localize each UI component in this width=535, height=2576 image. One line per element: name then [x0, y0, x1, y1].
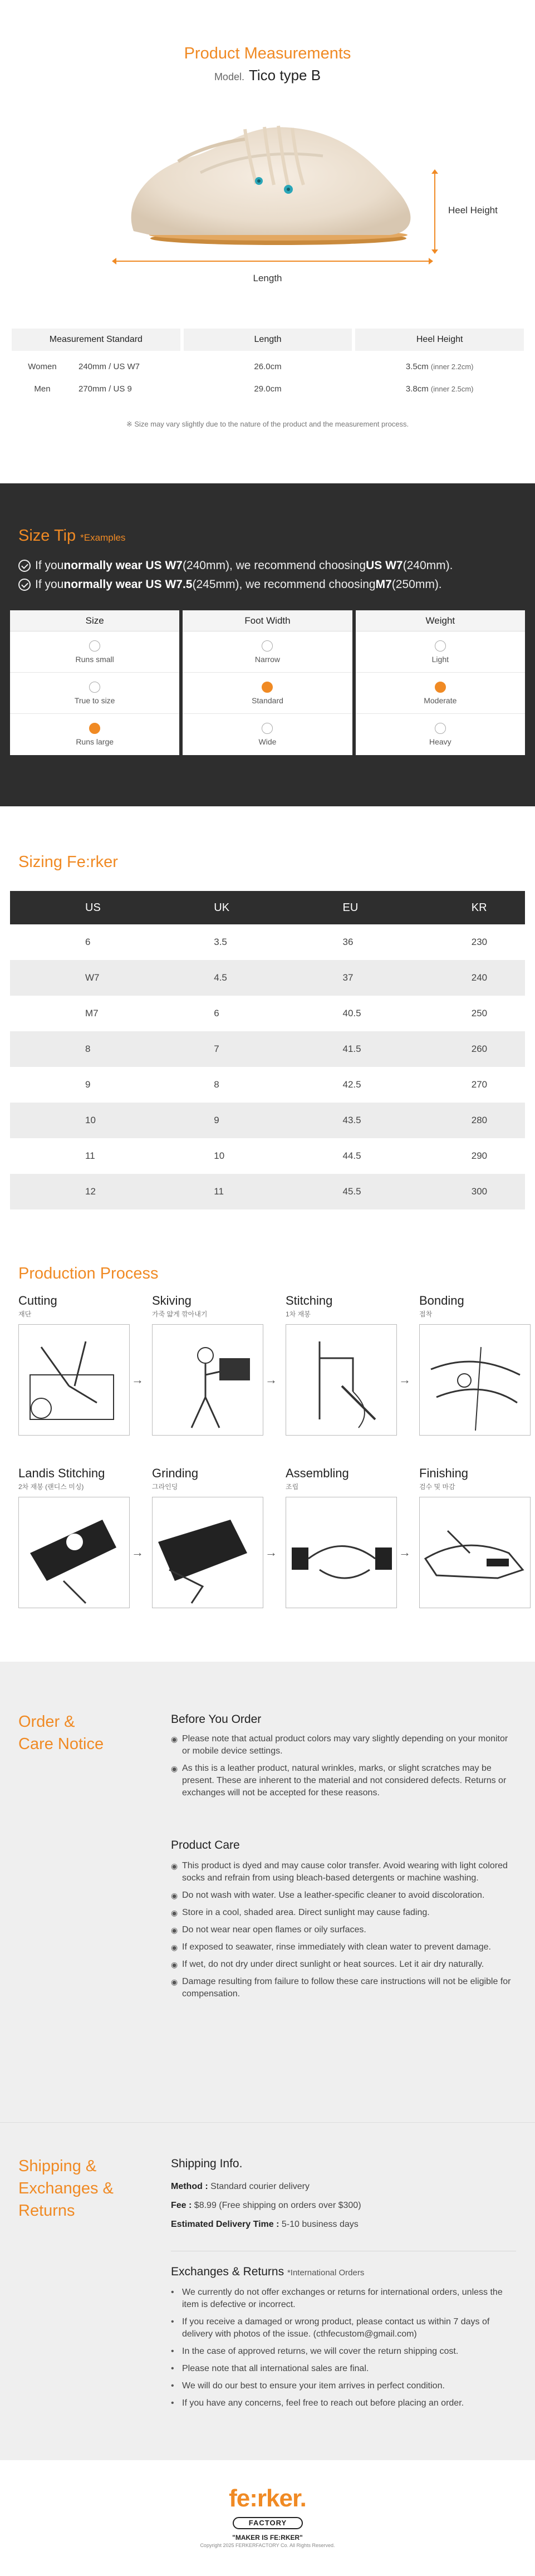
arrow-right-icon: → [131, 1545, 144, 1559]
radio-icon [89, 640, 100, 652]
table-row: 12 11 45.5 300 [10, 1174, 525, 1209]
finishing-illustration [419, 1497, 531, 1608]
check-circle-icon: ◉ [171, 1764, 178, 1773]
grinding-illustration [152, 1497, 263, 1608]
fit-option-selected: Moderate [356, 673, 525, 714]
measurement-table-header [12, 329, 524, 351]
check-circle-icon: ◉ [171, 1908, 178, 1917]
check-circle-icon: ◉ [171, 1926, 178, 1935]
size-tip-note: *Examples [80, 532, 126, 543]
fit-column-width [183, 610, 352, 755]
arrow-right-icon: → [265, 1545, 277, 1559]
row-heel-inner: (inner 2.5cm) [430, 384, 474, 393]
radio-icon [262, 723, 273, 734]
header-heel-height: Heel Height [416, 335, 463, 344]
step-name: Cutting [18, 1294, 57, 1307]
step-name: Bonding [419, 1294, 464, 1307]
step-name: Assembling [286, 1466, 349, 1480]
bonding-illustration [419, 1324, 531, 1436]
check-circle-icon [18, 579, 31, 591]
fit-option: True to size [10, 673, 179, 714]
size-tip-line-2: If you normally wear US W7.5 (245mm), we recommend choosing M7 (250mm). [18, 578, 442, 591]
list-item: ◉ If wet, do not dry under direct sunlight or heat sources. Let it air dry naturally. [171, 1958, 516, 1971]
fit-option: Runs small [10, 631, 179, 673]
fit-option: Light [356, 631, 525, 673]
step-name: Landis Stitching [18, 1466, 105, 1480]
step-grinding [152, 1466, 263, 1608]
list-item: ◉ Damage resulting from failure to follow these care instructions will not be eligible for compensation. [171, 1976, 516, 2000]
footer [0, 2460, 535, 2576]
shipping-info-title: Shipping Info. [171, 2157, 243, 2170]
step-name: Stitching [286, 1294, 333, 1307]
size-tip-title-text: Size Tip [18, 527, 76, 545]
arrow-right-icon: → [399, 1373, 411, 1387]
fit-option: Heavy [356, 714, 525, 755]
order-care-title: Order & Care Notice [18, 1713, 104, 1753]
step-finishing [419, 1466, 531, 1608]
length-label: Length [253, 273, 282, 283]
table-row: 11 10 44.5 290 [85, 1150, 488, 1161]
production-section [0, 1249, 535, 1662]
row-length: 29.0cm [254, 384, 282, 394]
fit-column-header: Foot Width [183, 610, 352, 631]
list-item: • We currently do not offer exchanges or returns for international orders, unless the item is defective or incorrect. [171, 2288, 503, 2309]
list-item: ◉ Please note that actual product colors may vary slightly depending on your monitor or mobile device settings. [171, 1733, 516, 1757]
header-length: Length [254, 335, 282, 344]
measurement-row-men [12, 378, 524, 400]
check-circle-icon: ◉ [171, 1862, 178, 1870]
table-row: 6 3.5 36 230 [85, 937, 488, 947]
model-label: Model. [214, 71, 244, 82]
fit-rating-grid [10, 610, 525, 755]
list-item: • In the case of approved returns, we will cover the return shipping cost. [171, 2347, 459, 2356]
radio-selected-icon [262, 682, 273, 693]
check-circle-icon: ◉ [171, 1977, 178, 1986]
header-us: US [85, 901, 101, 914]
model-name: Tico type B [248, 67, 321, 84]
sizing-title: Sizing Fe:rker [18, 853, 118, 871]
table-row: 10 9 43.5 280 [10, 1103, 525, 1138]
stitching-illustration [286, 1324, 397, 1436]
step-stitching [286, 1294, 397, 1436]
step-name: Finishing [419, 1466, 469, 1480]
measurement-table [12, 329, 524, 400]
fit-option-selected: Runs large [10, 714, 179, 755]
product-care-list [171, 1860, 516, 2005]
header-standard: Measurement Standard [49, 335, 143, 344]
row-size: 270mm / US 9 [78, 384, 132, 394]
header-uk: UK [214, 901, 230, 914]
skiving-illustration [152, 1324, 263, 1436]
heel-height-dimension [434, 173, 435, 251]
shipping-fee: Fee : $8.99 (Free shipping on orders over $300) [171, 2201, 361, 2210]
list-item: ◉ Do not wash with water. Use a leather-specific cleaner to avoid discoloration. [171, 1889, 516, 1902]
measurement-row-women [12, 355, 524, 378]
radio-selected-icon [89, 723, 100, 734]
step-korean: 2차 재봉 (랜디스 미싱) [18, 1483, 84, 1491]
radio-selected-icon [435, 682, 446, 693]
brand-logo: fe:rker. [229, 2485, 306, 2512]
step-korean: 접착 [419, 1310, 433, 1318]
row-length: 26.0cm [254, 361, 282, 371]
product-care-title: Product Care [171, 1839, 240, 1852]
step-korean: 가죽 얇게 깎아내기 [152, 1310, 208, 1318]
fit-column-size [10, 610, 179, 755]
list-item: • We will do our best to ensure your item arrives in perfect condition. [171, 2381, 445, 2391]
exchanges-note: *International Orders [287, 2268, 365, 2278]
shoe-illustration [111, 89, 434, 251]
radio-icon [435, 723, 446, 734]
check-circle-icon: ◉ [171, 1735, 178, 1744]
arrow-right-icon: → [131, 1373, 144, 1387]
size-tip-section [0, 483, 535, 806]
shipping-delivery-time: Estimated Delivery Time : 5-10 business days [171, 2220, 359, 2229]
row-heel: 3.8cm [405, 384, 429, 394]
production-title: Production Process [18, 1265, 159, 1282]
size-tip-title [18, 527, 125, 545]
header-eu: EU [342, 901, 359, 914]
list-item: ◉ This product is dyed and may cause color transfer. Avoid wearing with light colored socks and refrain from using bleach-based detergents or machine washing. [171, 1860, 516, 1884]
step-bonding [419, 1294, 531, 1436]
step-cutting [18, 1294, 130, 1436]
size-conversion-table [10, 891, 525, 1209]
radio-icon [435, 640, 446, 652]
cutting-illustration [18, 1324, 130, 1436]
length-dimension [115, 261, 430, 262]
fit-option: Narrow [183, 631, 352, 673]
order-care-section [0, 1662, 535, 2122]
shipping-section [0, 2122, 535, 2460]
measurements-section [0, 0, 535, 483]
sizing-section [0, 806, 535, 1249]
arrow-right-icon: → [399, 1545, 411, 1559]
check-circle-icon [18, 560, 31, 572]
tagline: "MAKER IS FE:RKER" [232, 2534, 303, 2541]
step-assembling [286, 1466, 397, 1608]
row-gender: Women [28, 361, 57, 371]
factory-badge: FACTORY [233, 2517, 303, 2529]
row-heel-inner: (inner 2.2cm) [430, 362, 474, 371]
fit-column-header: Size [10, 610, 179, 631]
list-item: ◉ Do not wear near open flames or oily surfaces. [171, 1924, 516, 1936]
copyright: Copyright 2025 FERKERFACTORY Co. All Rights Reserved. [200, 2543, 335, 2548]
step-skiving [152, 1294, 263, 1436]
fit-option-selected: Standard [183, 673, 352, 714]
step-korean: 조립 [286, 1483, 299, 1491]
exchanges-title: Exchanges & Returns *International Orders [171, 2265, 365, 2278]
step-korean: 검수 및 마감 [419, 1483, 455, 1491]
size-tip-line-1: If you normally wear US W7 (240mm), we recommend choosing US W7 (240mm). [18, 559, 453, 572]
list-item: • If you have any concerns, feel free to reach out before placing an order. [171, 2398, 464, 2408]
radio-icon [89, 682, 100, 693]
check-circle-icon: ◉ [171, 1960, 178, 1969]
heel-height-label: Heel Height [448, 205, 498, 216]
measurement-note: ※ Size may vary slightly due to the nature of the product and the measurement process. [126, 420, 409, 428]
step-name: Grinding [152, 1466, 199, 1480]
step-landis-stitching [18, 1466, 130, 1608]
fit-column-weight [356, 610, 525, 755]
before-order-list [171, 1733, 516, 1804]
header-kr: KR [471, 901, 487, 914]
measurements-title: Product Measurements [184, 45, 351, 62]
before-order-title: Before You Order [171, 1713, 262, 1726]
row-gender: Men [34, 384, 51, 394]
table-row: M7 6 40.5 250 [85, 1008, 488, 1018]
fit-column-header: Weight [356, 610, 525, 631]
size-table-header [10, 891, 525, 924]
step-korean: 1차 재봉 [286, 1310, 311, 1318]
row-heel: 3.5cm [405, 361, 429, 371]
step-korean: 그라인딩 [152, 1483, 178, 1491]
shipping-method: Method : Standard courier delivery [171, 2182, 310, 2191]
assembling-illustration [286, 1497, 397, 1608]
list-item: • Please note that all international sales are final. [171, 2364, 369, 2373]
fit-option: Wide [183, 714, 352, 755]
list-item: • If you receive a damaged or wrong product, please contact us within 7 days of delivery with photos of the issue. (cthfecustom@gmail.com) [171, 2317, 490, 2339]
list-item: ◉ As this is a leather product, natural wrinkles, marks, or slight scratches may be present. These are inherent to the material and not considered defects. Returns or exchanges will not be accepted for these reasons. [171, 1762, 516, 1799]
shipping-title: Shipping & Exchanges & Returns [18, 2157, 114, 2220]
row-size: 240mm / US W7 [78, 361, 140, 371]
table-row: 9 8 42.5 270 [85, 1079, 488, 1090]
check-circle-icon: ◉ [171, 1891, 178, 1900]
step-korean: 재단 [18, 1310, 32, 1318]
model-line [0, 67, 535, 84]
landis-stitching-illustration [18, 1497, 130, 1608]
radio-icon [262, 640, 273, 652]
check-circle-icon: ◉ [171, 1943, 178, 1952]
list-item: ◉ Store in a cool, shaded area. Direct sunlight may cause fading. [171, 1907, 516, 1919]
step-name: Skiving [152, 1294, 192, 1307]
table-row: 8 7 41.5 260 [10, 1031, 525, 1067]
list-item: ◉ If exposed to seawater, rinse immediately with clean water to prevent damage. [171, 1941, 516, 1953]
arrow-right-icon: → [265, 1373, 277, 1387]
exchanges-list [171, 2286, 516, 2415]
table-row: W7 4.5 37 240 [10, 960, 525, 996]
